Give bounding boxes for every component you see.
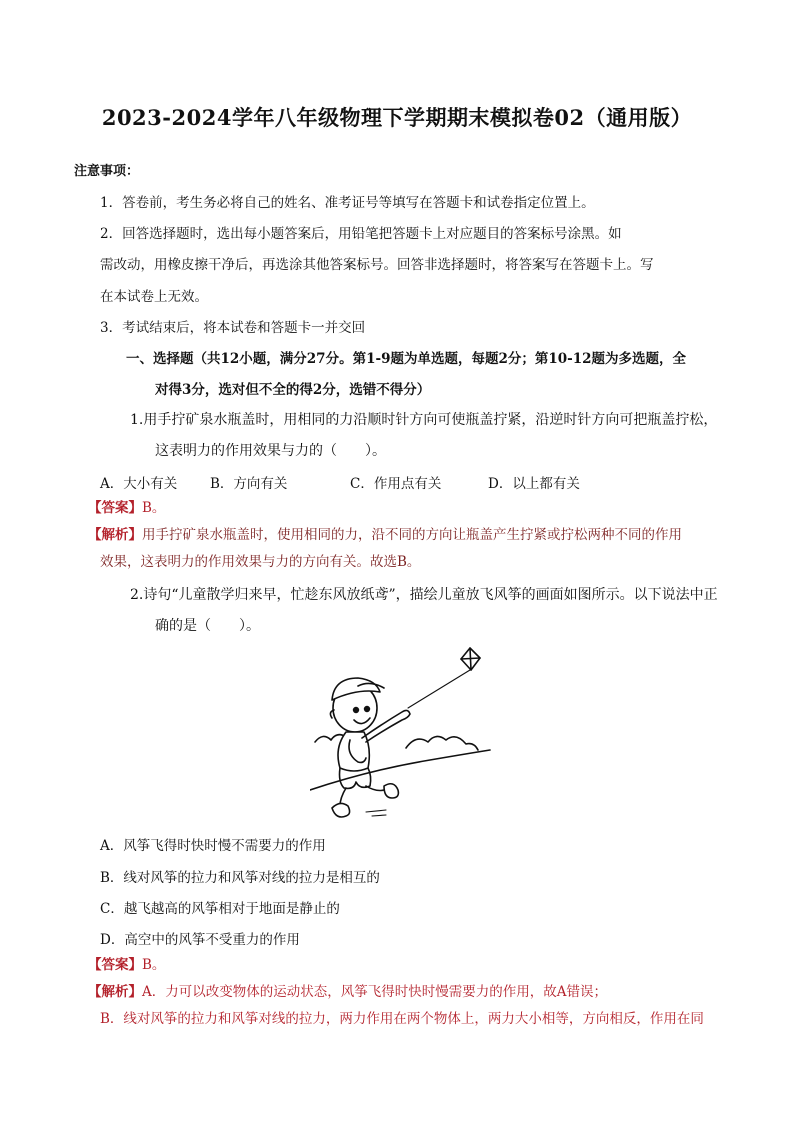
q2-stem-1: 2.诗句“儿童散学归来早，忙趁东风放纸鸢”，描绘儿童放飞风筝的画面如图所示。以下说法中正 xyxy=(130,587,718,603)
note-2a: 2．回答选择题时，选出每小题答案后，用铅笔把答题卡上对应题目的答案标号涂黑。如 xyxy=(100,226,622,242)
q2-stem-2: 确的是（ ）。 xyxy=(155,618,260,634)
q2-analysis-2: B．线对风筝的拉力和风筝对线的拉力，两力作用在两个物体上，两力大小相等，方向相反，作用在同 xyxy=(100,1011,704,1027)
q2-option-b: B．线对风筝的拉力和风筝对线的拉力是相互的 xyxy=(100,870,380,886)
page-title: 2023-2024学年八年级物理下学期期末模拟卷02（通用版） xyxy=(101,105,693,130)
section-heading-1: 一、选择题（共12小题，满分27分。第1-9题为单选题，每题2分；第10-12题为多选题，全 xyxy=(126,351,687,367)
q1-option-c: C．作用点有关 xyxy=(350,476,442,492)
q1-analysis-1 xyxy=(88,523,682,543)
note-2b: 需改动，用橡皮擦干净后，再选涂其他答案标号。回答非选择题时，将答案写在答题卡上。写 xyxy=(100,257,654,273)
q2-answer-value: B。 xyxy=(142,957,166,973)
note-2c: 在本试卷上无效。 xyxy=(100,289,208,305)
q2-analysis-1 xyxy=(88,980,607,1000)
note-3: 3．考试结束后，将本试卷和答题卡一并交回 xyxy=(100,320,366,336)
q1-answer-label: 【答案】 xyxy=(88,500,142,516)
section-heading-2: 对得3分，选对但不全的得2分，选错不得分） xyxy=(155,382,431,398)
q1-stem-1: 1.用手拧矿泉水瓶盖时，用相同的力沿顺时针方向可使瓶盖拧紧，沿逆时针方向可把瓶盖拧松， xyxy=(130,412,718,428)
kite-boy-illustration xyxy=(310,640,500,826)
note-1: 1．答卷前，考生务必将自己的姓名、准考证号等填写在答题卡和试卷指定位置上。 xyxy=(100,195,595,211)
q2-option-a: A．风筝飞得时快时慢不需要力的作用 xyxy=(100,838,326,854)
q1-options xyxy=(100,472,580,492)
notes-heading: 注意事项： xyxy=(74,164,140,179)
q1-option-d: D．以上都有关 xyxy=(488,476,580,492)
q1-answer-value: B。 xyxy=(142,500,166,516)
q1-option-a: A．大小有关 xyxy=(100,476,178,492)
q1-stem-2: 这表明力的作用效果与力的（ ）。 xyxy=(155,443,386,459)
q1-option-b: B．方向有关 xyxy=(210,476,288,492)
q1-analysis-2: 效果，这表明力的作用效果与力的方向有关。故选B。 xyxy=(100,554,421,570)
q2-option-c: C．越飞越高的风筝相对于地面是静止的 xyxy=(100,901,340,917)
q1-answer xyxy=(88,496,165,516)
q2-analysis-text-1: A．力可以改变物体的运动状态，风筝飞得时快时慢需要力的作用，故A错误； xyxy=(142,984,607,1000)
q1-analysis-label: 【解析】 xyxy=(88,527,142,543)
q1-analysis-text-1: 用手拧矿泉水瓶盖时，使用相同的力，沿不同的方向让瓶盖产生拧紧或拧松两种不同的作用 xyxy=(142,527,682,543)
q2-answer xyxy=(88,953,165,973)
q2-option-d: D．高空中的风筝不受重力的作用 xyxy=(100,932,300,948)
q2-answer-label: 【答案】 xyxy=(88,957,142,973)
q2-analysis-label: 【解析】 xyxy=(88,984,142,1000)
